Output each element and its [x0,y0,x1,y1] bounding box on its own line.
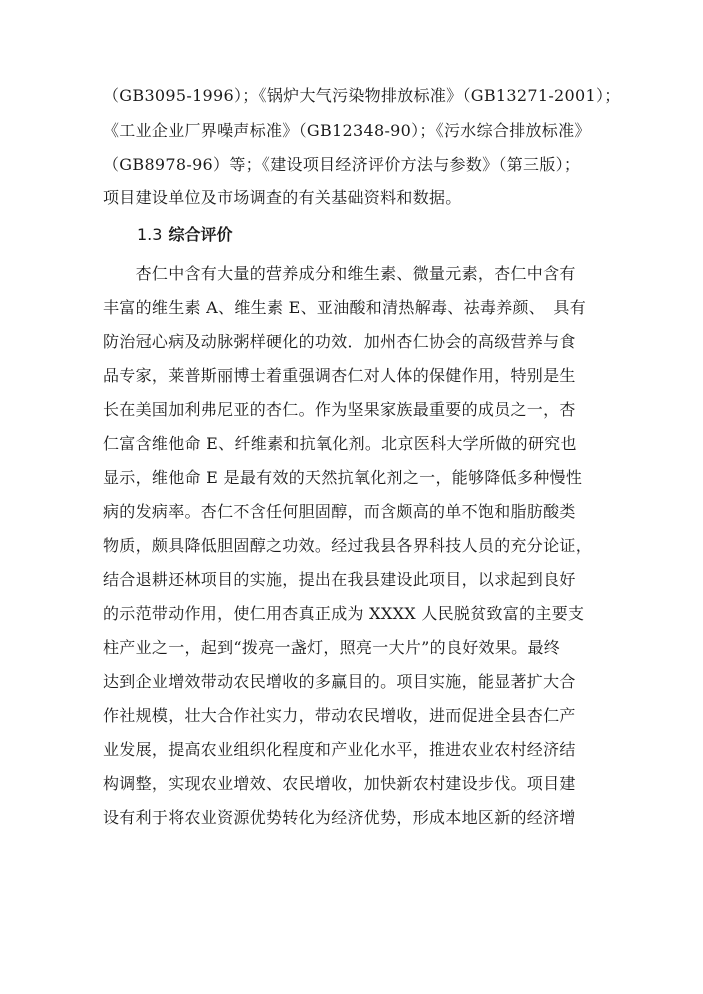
paragraph-line-2: 丰富的维生素 A、维生素 E、亚油酸和清热解毒、祛毒养颜、 具有 [103,298,587,317]
paragraph-line-17: 设有利于将农业资源优势转化为经济优势，形成本地区新的经济增 [103,808,576,827]
paragraph-line-4: 品专家，莱普斯丽博士着重强调杏仁对人体的保健作用，特别是生 [103,366,576,385]
reference-line-2: 《工业企业厂界噪声标准》（GB12348-90）；《污水综合排放标准》 [103,121,591,140]
paragraph-line-5: 长在美国加利弗尼亚的杏仁。作为坚果家族最重要的成员之一，杏 [103,400,576,419]
paragraph-line-8: 病的发病率。杏仁不含任何胆固醇，而含颇高的单不饱和脂肪酸类 [103,502,576,521]
paragraph-line-12: 柱产业之一，起到“拨亮一盏灯，照亮一大片”的良好效果。最终 [103,638,561,657]
paragraph-line-10: 结合退耕还林项目的实施，提出在我县建设此项目，以求起到良好 [103,570,576,589]
paragraph-line-14: 作社规模，壮大合作社实力，带动农民增收，进而促进全县杏仁产 [103,706,576,725]
reference-line-1: （GB3095-1996）；《锅炉大气污染物排放标准》（GB13271-2001）； [103,86,621,105]
reference-line-3: （GB8978-96）等；《建设项目经济评价方法与参数》（第三版）； [103,155,581,174]
section-number: 1.3 [137,225,163,244]
paragraph-line-1: 杏仁中含有大量的营养成分和维生素、微量元素，杏仁中含有 [103,264,576,283]
paragraph-line-16: 构调整，实现农业增效、农民增收，加快新农村建设步伐。项目建 [103,774,576,793]
paragraph-line-11: 的示范带动作用，使仁用杏真正成为 XXXX 人民脱贫致富的主要支 [103,604,585,623]
reference-line-4: 项目建设单位及市场调查的有关基础资料和数据。 [103,188,462,207]
section-heading [137,225,232,245]
paragraph-line-7: 显示，维他命 E 是最有效的天然抗氧化剂之一，能够降低多种慢性 [103,468,583,487]
paragraph-line-6: 仁富含维他命 E、纤维素和抗氧化剂。北京医科大学所做的研究也 [103,434,577,453]
section-title: 综合评价 [168,225,233,244]
paragraph-line-13: 达到企业增效带动农民增收的多赢目的。项目实施，能显著扩大合 [103,672,576,691]
paragraph-line-3: 防治冠心病及动脉粥样硬化的功效．加州杏仁协会的高级营养与食 [103,332,576,351]
paragraph-line-9: 物质，颇具降低胆固醇之功效。经过我县各界科技人员的充分论证， [103,536,593,555]
paragraph-line-15: 业发展，提高农业组织化程度和产业化水平，推进农业农村经济结 [103,740,576,759]
